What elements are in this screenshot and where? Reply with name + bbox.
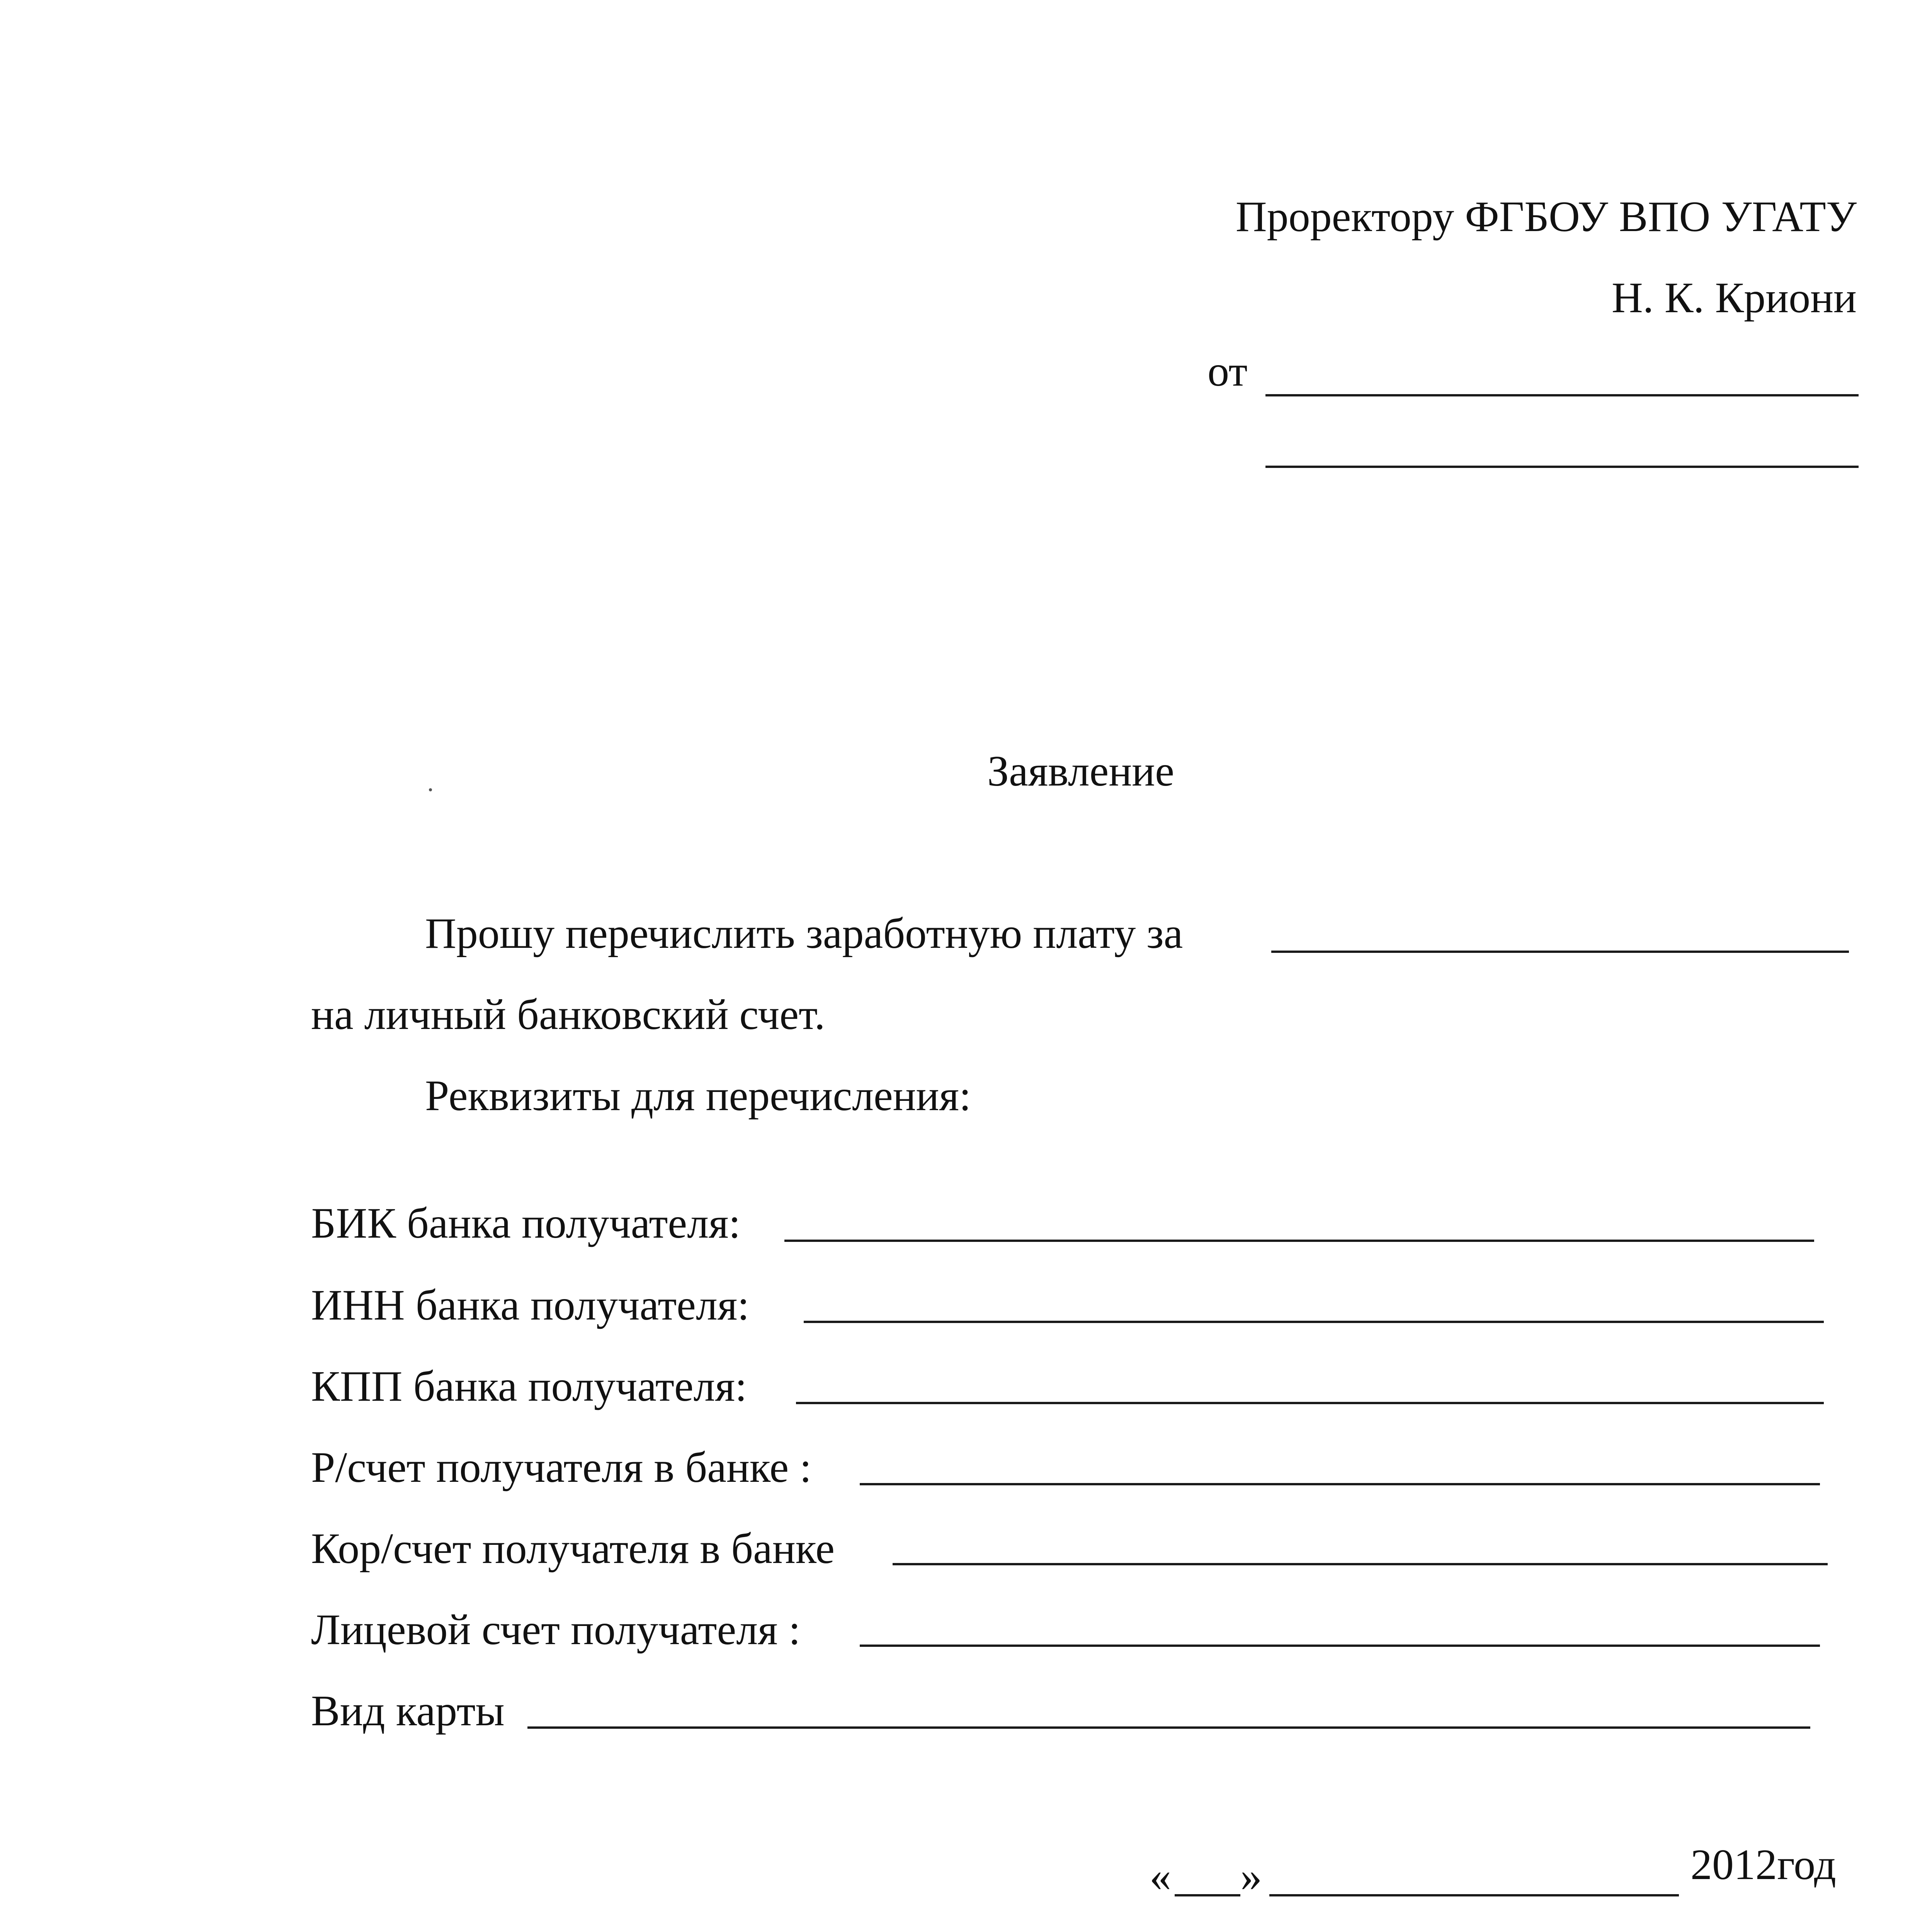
from-label: от: [1208, 347, 1248, 395]
salary-period-line[interactable]: [1271, 951, 1849, 953]
date-open-quote: «: [1150, 1852, 1171, 1900]
field-line-settlement-account[interactable]: [860, 1483, 1820, 1485]
addressee-name: Н. К. Криони: [1611, 274, 1857, 322]
account-line: на личный банковский счет.: [311, 991, 825, 1039]
field-line-kpp[interactable]: [796, 1402, 1824, 1404]
request-line: Прошу перечислить заработную плату за: [425, 910, 1183, 957]
field-line-card-type[interactable]: [527, 1726, 1810, 1729]
field-line-personal-account[interactable]: [860, 1645, 1820, 1647]
date-month-line[interactable]: [1269, 1894, 1679, 1896]
from-position-line[interactable]: [1265, 466, 1859, 468]
field-line-bik[interactable]: [784, 1240, 1814, 1242]
date-day-line[interactable]: [1175, 1894, 1240, 1896]
document-title: Заявление: [987, 747, 1174, 795]
field-label-bik: БИК банка получателя:: [311, 1199, 741, 1247]
requisites-heading: Реквизиты для перечисления:: [425, 1072, 971, 1120]
field-label-corr-account: Кор/счет получателя в банке: [311, 1525, 835, 1573]
field-line-inn[interactable]: [804, 1321, 1824, 1323]
from-name-line[interactable]: [1265, 394, 1859, 396]
field-label-card-type: Вид карты: [311, 1687, 505, 1735]
field-label-settlement-account: Р/счет получателя в банке :: [311, 1444, 812, 1492]
scan-speck: [429, 788, 432, 791]
field-line-corr-account[interactable]: [893, 1563, 1828, 1565]
field-label-kpp: КПП банка получателя:: [311, 1362, 747, 1410]
date-year: 2012год: [1690, 1841, 1836, 1889]
addressee: Проректору ФГБОУ ВПО УГАТУ: [1235, 193, 1857, 241]
date-close-quote: »: [1240, 1852, 1262, 1900]
field-label-personal-account: Лицевой счет получателя :: [311, 1606, 801, 1654]
field-label-inn: ИНН банка получателя:: [311, 1281, 750, 1329]
